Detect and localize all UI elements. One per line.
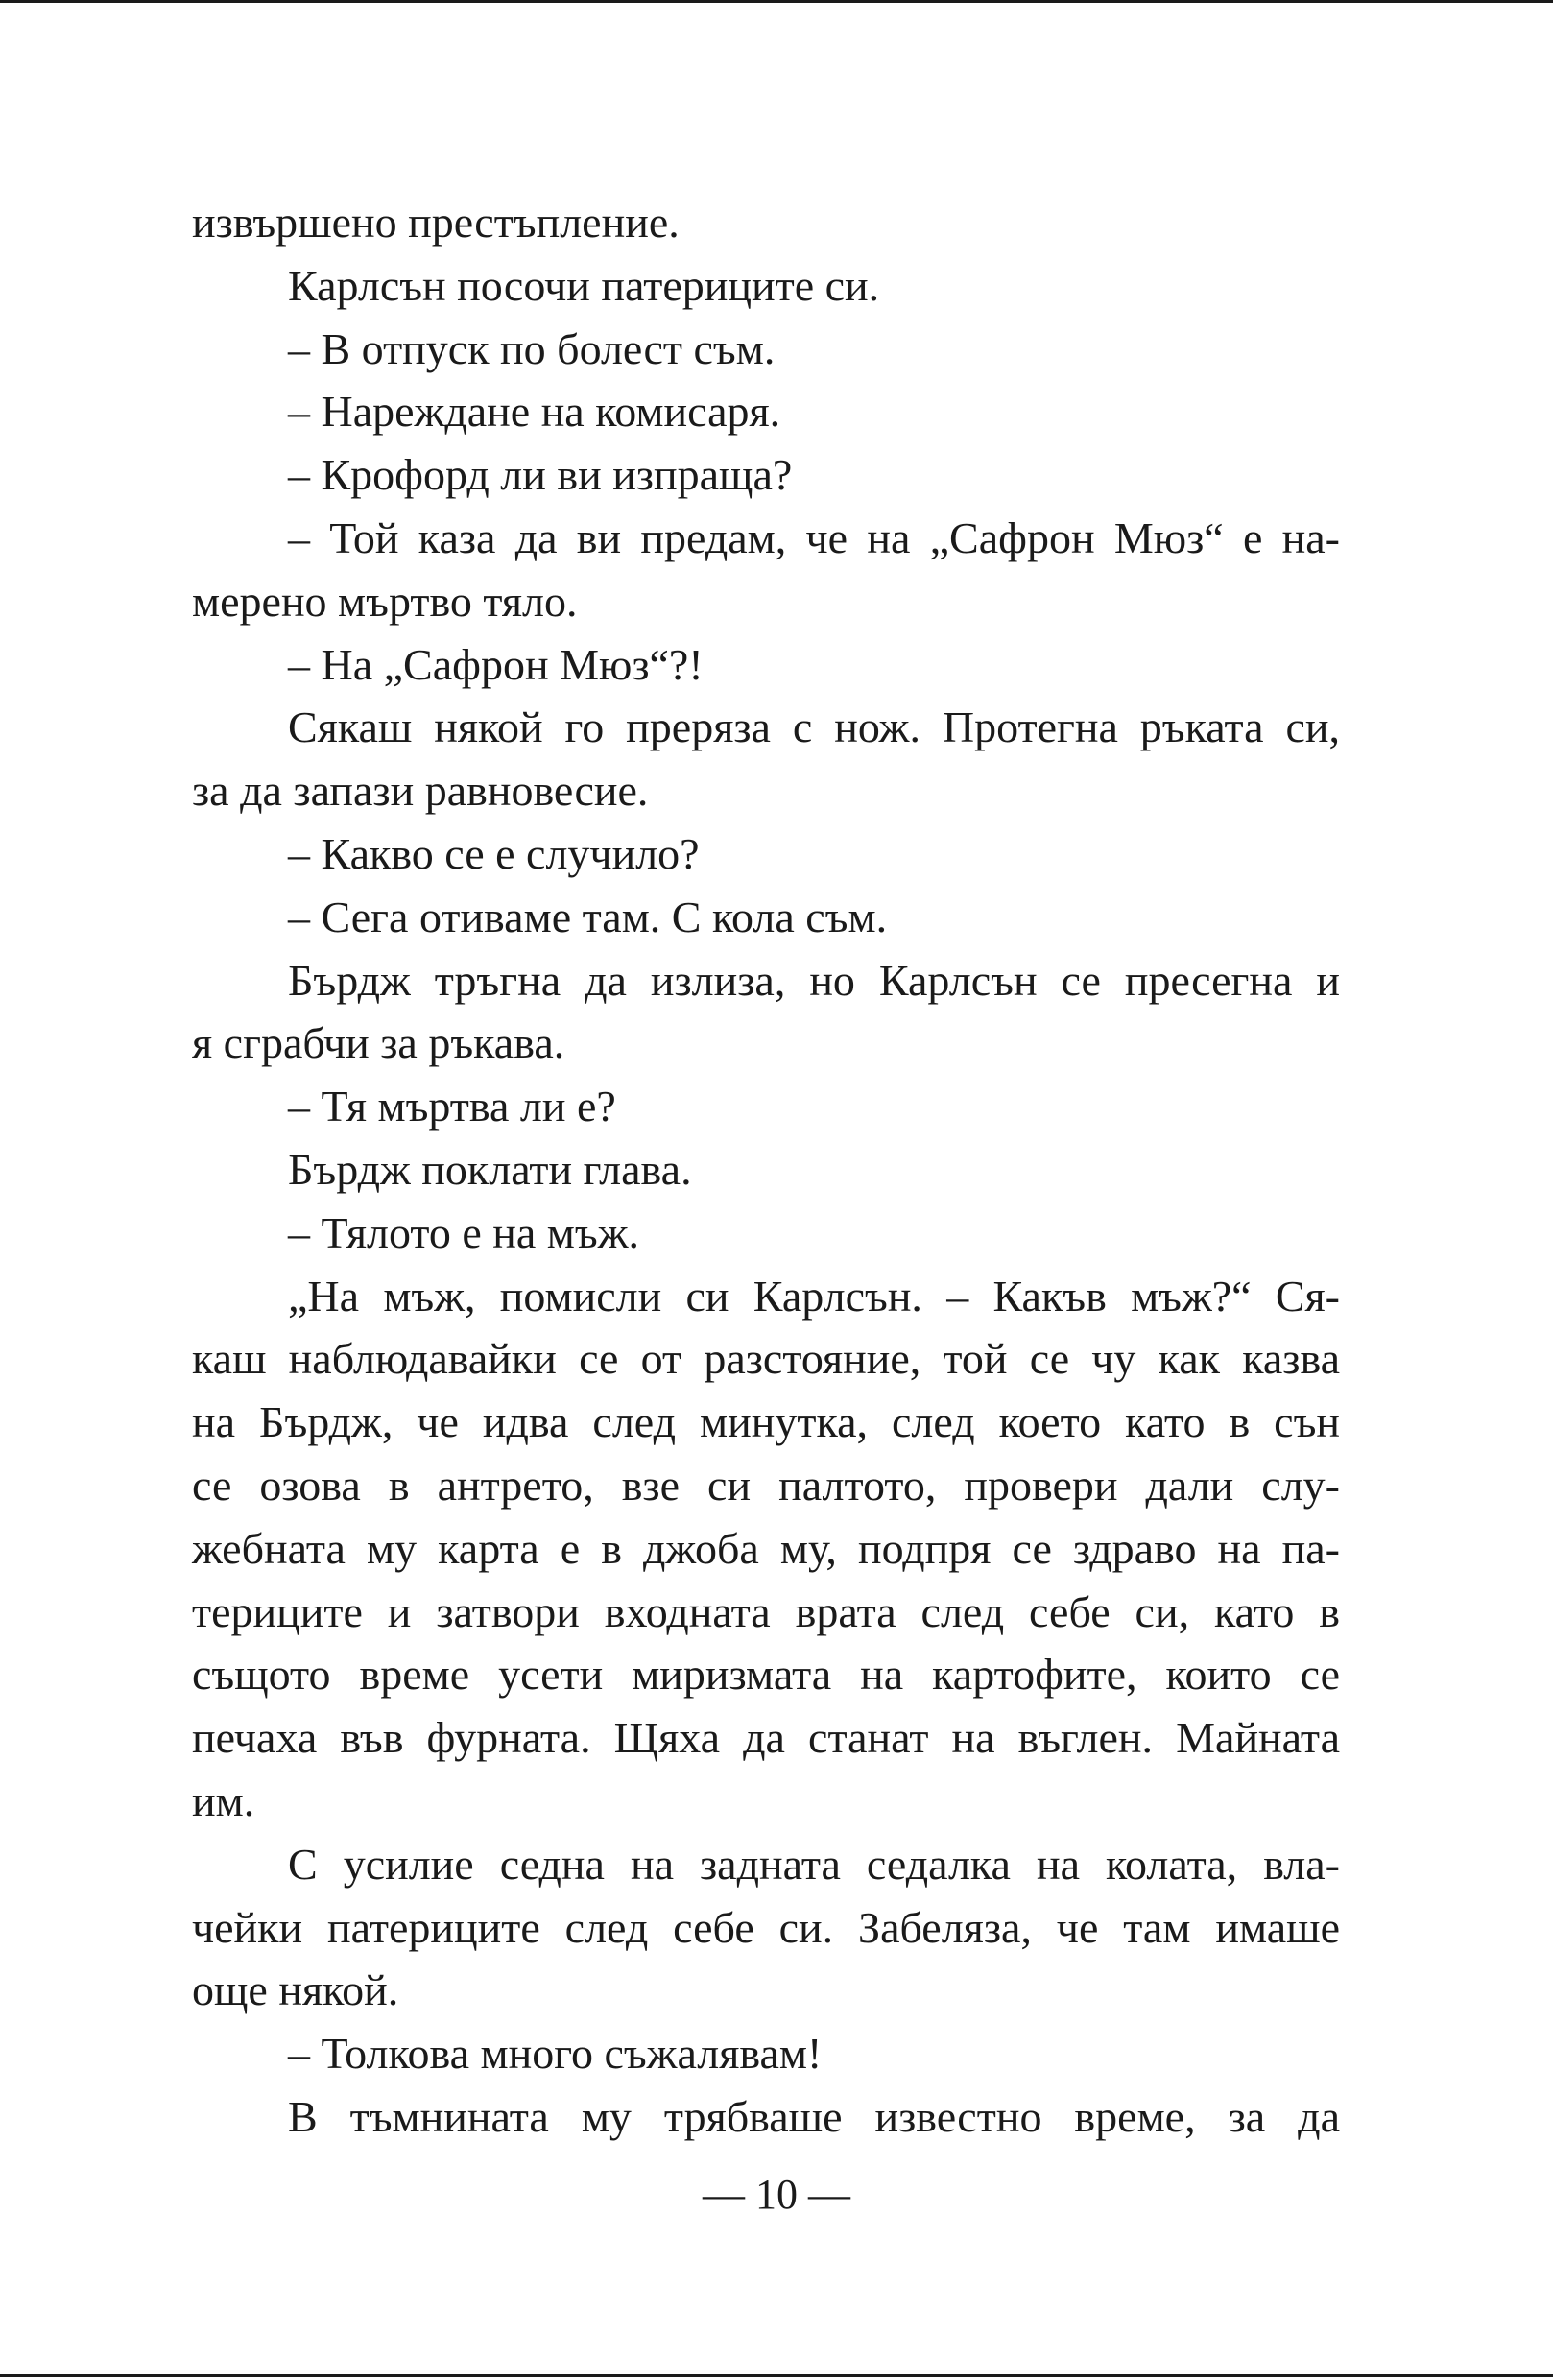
- text-line: я сграбчи за ръкава.: [192, 1018, 565, 1068]
- text-line: им.: [192, 1775, 255, 1825]
- text-line: – Нареждане на комисаря.: [288, 387, 781, 437]
- text-line: извършено престъпление.: [192, 198, 680, 247]
- text-line: – На „Сафрон Мюз“?!: [288, 639, 704, 689]
- text-line: Карлсън посочи патериците си.: [288, 260, 880, 310]
- text-line: на Бърдж, че идва след минутка, след което като в сън: [192, 1397, 1340, 1447]
- text-line: С усилие седна на задната седалка на колата, вла-: [288, 1839, 1340, 1889]
- text-line: още някой.: [192, 1965, 399, 2015]
- text-line: – Какво се е случило?: [288, 828, 700, 878]
- text-line: Сякаш някой го преряза с нож. Протегна ръката си,: [288, 702, 1340, 752]
- text-line: – Тялото е на мъж.: [288, 1207, 639, 1257]
- text-line: териците и затвори входната врата след себе си, като в: [192, 1586, 1340, 1636]
- text-line: за да запази равновесие.: [192, 766, 649, 816]
- text-line: печаха във фурната. Щяха да станат на въглен. Майната: [192, 1713, 1340, 1763]
- text-line: каш наблюдавайки се от разстояние, той се чу как казва: [192, 1334, 1340, 1384]
- text-line: чейки патериците след себе си. Забеляза, че там имаше: [192, 1902, 1340, 1952]
- text-line: Бърдж поклати глава.: [288, 1144, 692, 1194]
- text-line: – Тя мъртва ли е?: [288, 1082, 616, 1131]
- text-line: – Сега отиваме там. С кола съм.: [288, 892, 888, 941]
- text-line: се озова в антрето, взе си палтото, провери дали слу-: [192, 1460, 1340, 1510]
- page-number: — 10 —: [703, 2171, 850, 2218]
- text-line: – В отпуск по болест съм.: [288, 323, 776, 373]
- text-line: жебната му карта е в джоба му, подпря се здраво на па-: [192, 1523, 1340, 1573]
- top-border-line: [0, 0, 1553, 3]
- text-line: мерено мъртво тяло.: [192, 576, 578, 626]
- text-line: В тъмнината му трябваше известно време, за да: [288, 2091, 1340, 2141]
- text-line: – Той каза да ви предам, че на „Сафрон Мюз“ е на-: [288, 512, 1340, 562]
- bottom-border-line: [0, 2374, 1553, 2377]
- book-page-body: [192, 191, 1340, 2149]
- text-line: „На мъж, помисли си Карлсън. – Какъв мъж?“ Ся-: [288, 1271, 1340, 1321]
- text-line: – Толкова много съжалявам!: [288, 2029, 823, 2079]
- text-line: същото време усети миризмата на картофите, които се: [192, 1650, 1340, 1700]
- text-line: – Крофорд ли ви изпраща?: [288, 450, 793, 500]
- text-line: Бърдж тръгна да излиза, но Карлсън се пресегна и: [288, 955, 1340, 1005]
